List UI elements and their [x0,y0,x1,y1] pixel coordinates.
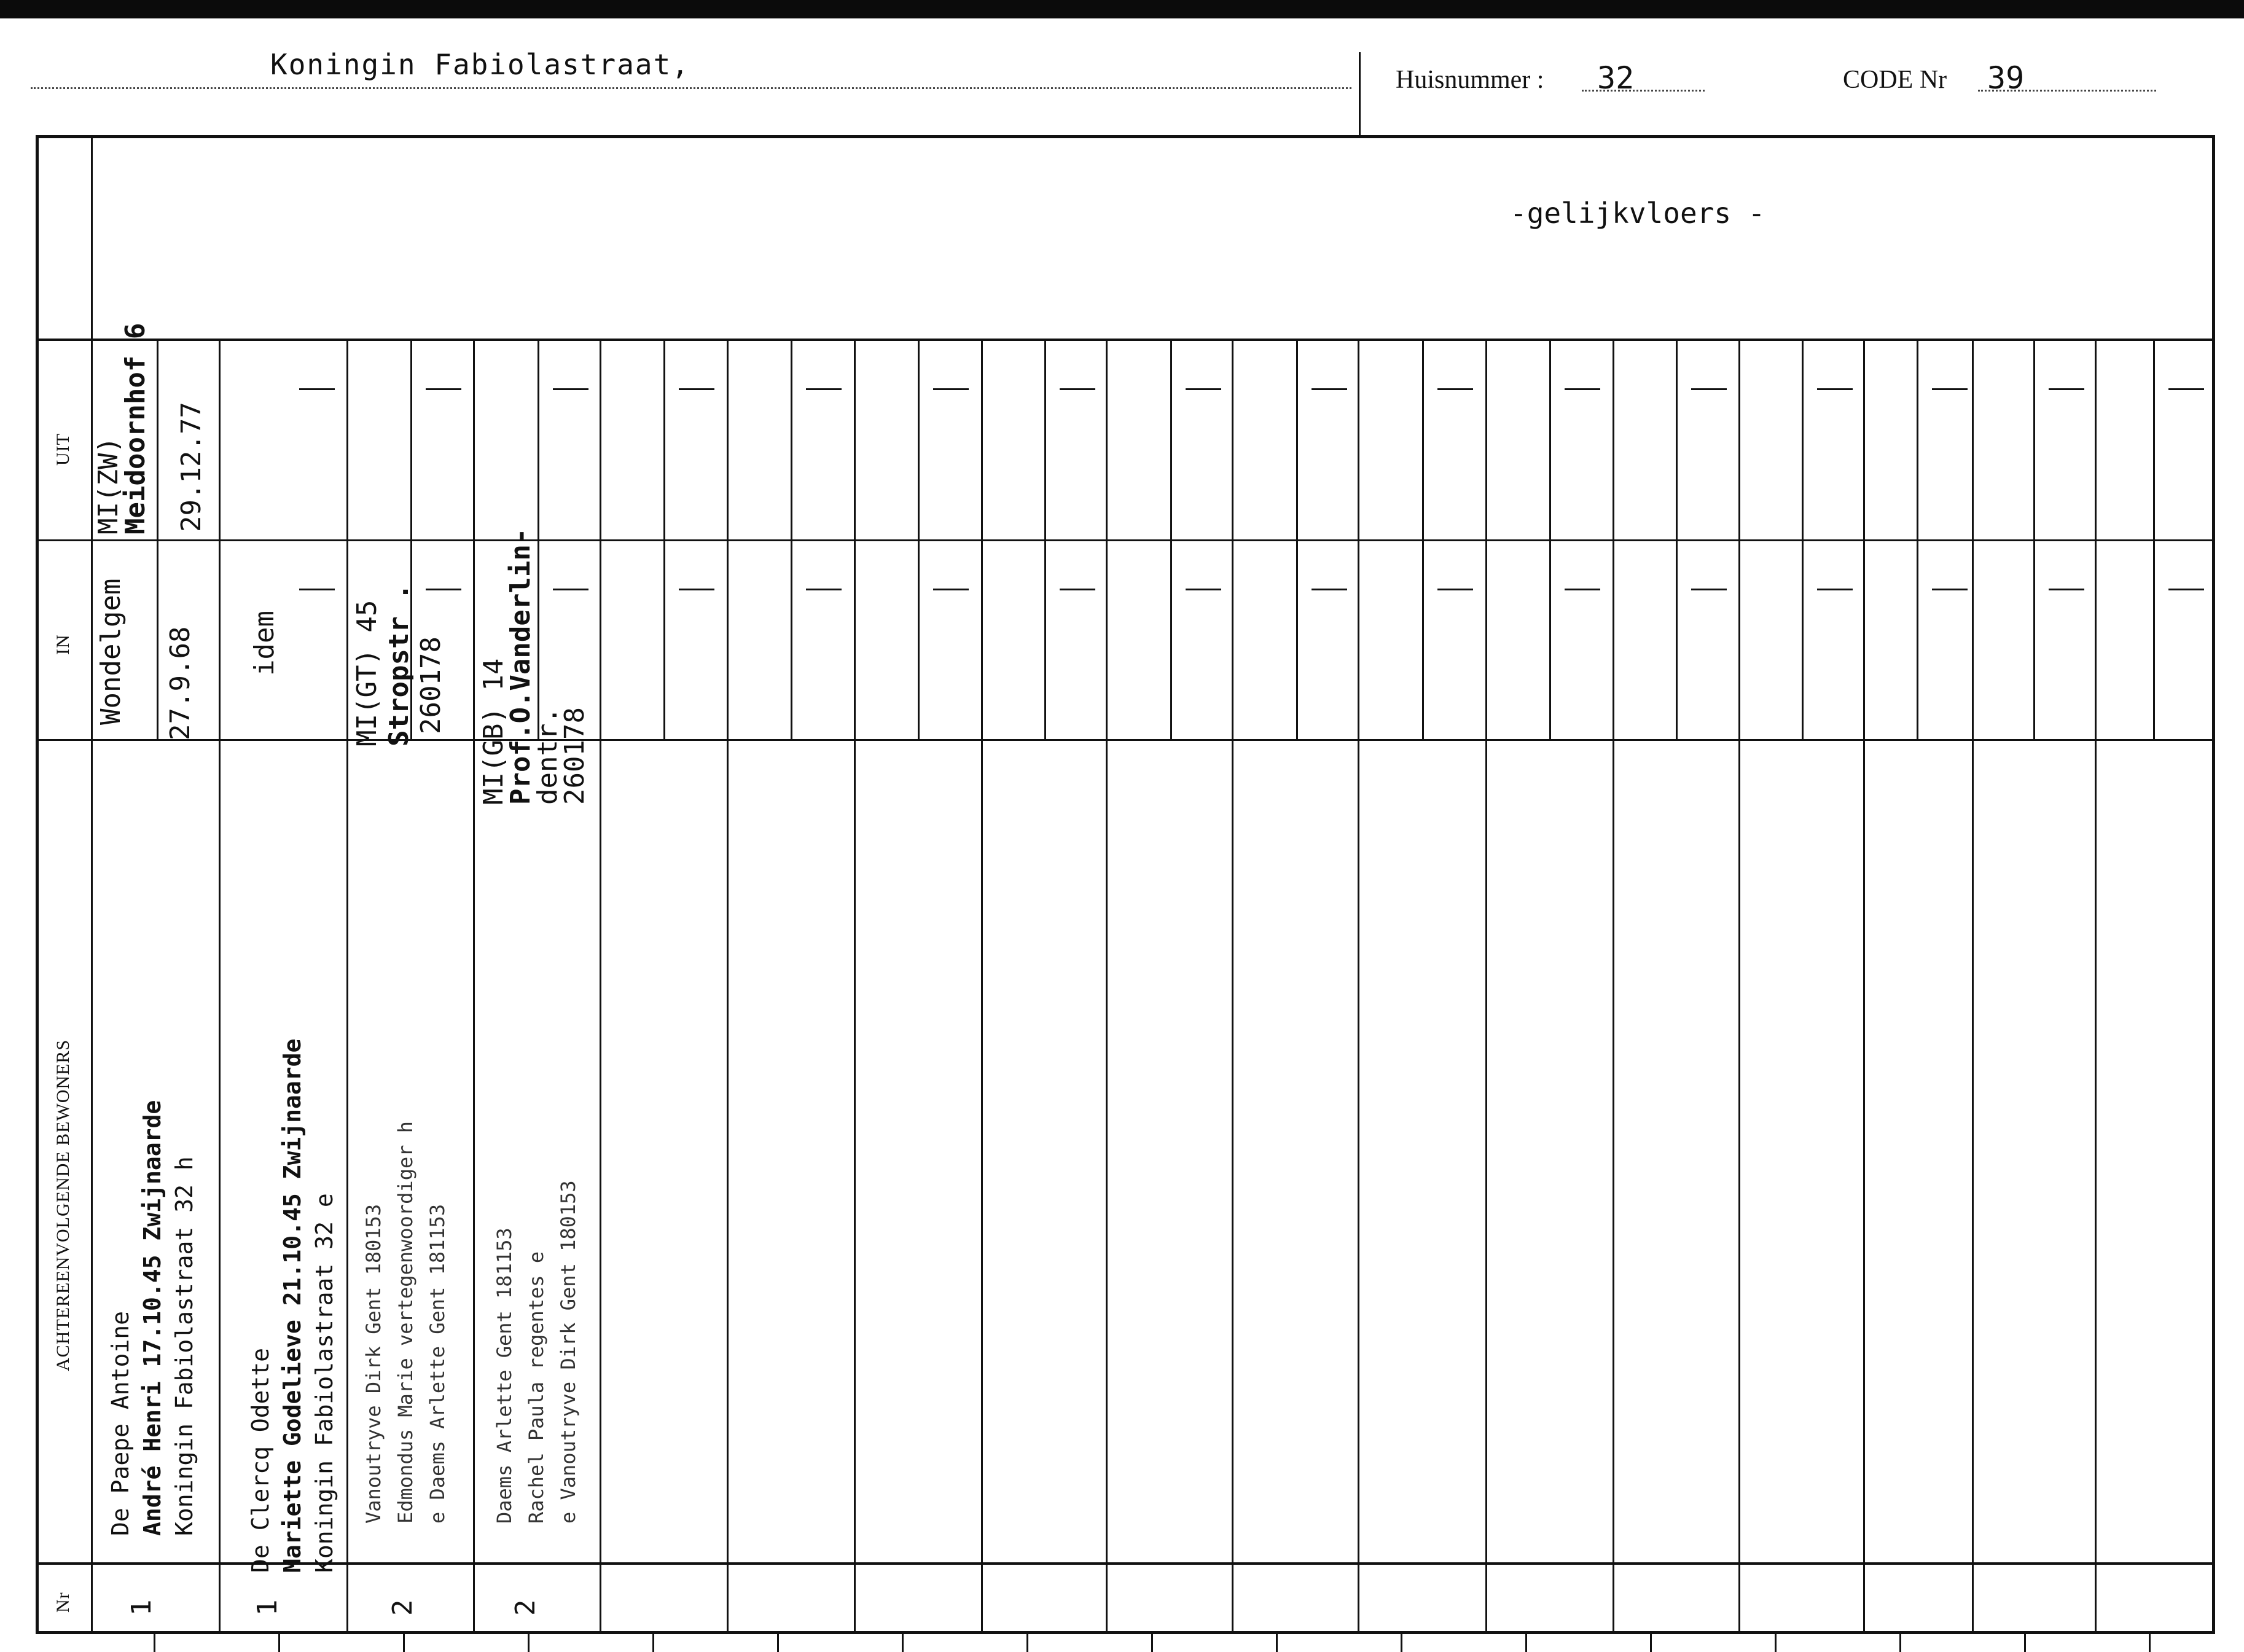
sub-column-line [1296,339,1298,740]
resident-4-line-3: e Vanoutryve Dirk Gent 180153 [557,1180,580,1524]
resident-1-line-2: André Henri 17.10.45 Zwijnaarde [139,1100,166,1536]
resident-1-in-date: 27.9.68 [165,626,196,740]
bottom-tick [902,1634,904,1652]
resident-2-entry [244,1039,340,1573]
empty-dash [1060,388,1095,390]
resident-1-line-3: Koningin Fabiolastraat 32 h [171,1156,198,1536]
sub-column-line [1170,339,1172,740]
house-number-label: Huisnummer : [1396,66,1544,94]
resident-3-line-1: Vanoutryve Dirk Gent 180153 [362,1204,385,1524]
empty-dash [1932,589,1968,590]
resident-3-nr: 2 [387,1599,418,1616]
bottom-tick [278,1634,280,1652]
empty-dash [426,388,461,390]
resident-1-date-divider [157,339,158,740]
empty-dash [299,388,335,390]
resident-4-in-place-2: Prof.O.Vanderlin- [505,528,536,805]
empty-dash [1437,589,1473,590]
empty-dash [1817,589,1853,590]
sub-column-line [791,339,792,740]
column-line [727,339,729,1631]
column-line [1863,339,1865,1631]
column-line [1738,339,1740,1631]
street-name: Koningin Fabiolastraat, [270,48,690,81]
bottom-tick [1276,1634,1278,1652]
column-line [219,339,221,1631]
empty-dash [933,388,969,390]
resident-4-nr: 2 [510,1599,541,1616]
resident-4-in-place-3: dentr. [532,707,563,805]
column-line [1106,339,1108,1631]
resident-3-in-place-2: Stropstr . [383,584,415,746]
resident-1-in-place: Wondelgem [95,578,127,725]
empty-dash [1565,388,1600,390]
empty-dash [679,589,714,590]
resident-2-line-3: Koningin Fabiolastraat 32 e [311,1193,338,1573]
bottom-tick [2024,1634,2026,1652]
resident-2-line-1: De Clercq Odette [247,1347,274,1573]
resident-4-in-place-1: MI(GB) 14 [478,658,509,805]
column-line [346,339,348,1631]
empty-dash [1437,388,1473,390]
sub-column-line [1549,339,1551,740]
bottom-tick [1650,1634,1652,1652]
bottom-tick [652,1634,654,1652]
uit-label: UIT [53,433,73,466]
resident-4-in-place [480,528,588,805]
empty-dash [2049,388,2084,390]
header-divider [1359,52,1361,135]
sub-column-line [1802,339,1804,740]
resident-1-line-1: De Paepe Antoine [107,1310,134,1536]
house-number-dots [1582,90,1705,92]
resident-4-entry [488,1180,584,1524]
empty-dash [806,388,842,390]
resident-1-out-place [95,323,149,534]
in-label: IN [53,634,73,655]
street-dotted-line [31,87,1351,89]
empty-dash [1060,589,1095,590]
column-line [473,339,475,1631]
column-line [600,339,601,1631]
column-line [854,339,856,1631]
resident-3-in-place-3: 260178 [415,636,447,734]
column-line [1485,339,1487,1631]
bottom-tick [1401,1634,1402,1652]
code-label: CODE Nr [1843,66,1947,94]
bottom-tick [1026,1634,1028,1652]
resident-3-line-3: e Daems Arlette Gent 181153 [426,1204,449,1524]
sub-column-line [2033,339,2035,740]
empty-dash [1932,388,1968,390]
bottom-tick [528,1634,530,1652]
scan-edge [0,0,2244,18]
empty-dash [2168,388,2204,390]
empty-dash [933,589,969,590]
resident-2-nr: 1 [252,1599,283,1616]
empty-dash [1691,589,1727,590]
sub-column-line [663,339,665,740]
bottom-tick [154,1634,155,1652]
column-line [1972,339,1974,1631]
house-number-value: 32 [1597,60,1635,96]
resident-2-line-2: Mariette Godelieve 21.10.45 Zwijnaarde [279,1038,306,1573]
sub-column-line [1676,339,1678,740]
empty-dash [299,589,335,590]
empty-dash [679,388,714,390]
resident-3-line-2: Edmondus Marie vertegenwoordiger h [394,1121,417,1524]
empty-dash [1565,589,1600,590]
resident-1-nr: 1 [126,1599,157,1616]
bottom-tick [1151,1634,1153,1652]
empty-dash [1312,589,1347,590]
resident-2-in-note: idem [249,611,280,676]
empty-dash [553,388,588,390]
code-value: 39 [1987,60,2025,96]
sub-column-line [1044,339,1046,740]
empty-dash [2049,589,2084,590]
resident-1-entry [104,1100,200,1536]
column-line [2095,339,2097,1631]
bottom-tick [1775,1634,1777,1652]
column-line [1232,339,1233,1631]
code-dots [1978,90,2156,92]
top-section-line [39,339,2213,341]
sub-column-line [1917,339,1918,740]
column-line [981,339,983,1631]
empty-dash [1817,388,1853,390]
column-line [1358,339,1359,1631]
bottom-tick [1525,1634,1527,1652]
sub-column-line [1422,339,1424,740]
label-column-divider [91,138,93,1631]
bewoners-nr-line [39,1562,2213,1565]
sub-column-line [2153,339,2155,740]
bottom-tick [2149,1634,2151,1652]
empty-dash [1312,388,1347,390]
uit-in-line [39,539,2213,541]
bottom-tick [777,1634,779,1652]
floor-note: -gelijkvloers - [1510,197,1765,230]
empty-dash [1691,388,1727,390]
empty-dash [2168,589,2204,590]
resident-1-out-place-1: MI(ZW) [93,437,124,534]
resident-4-line-2: Rachel Paula regentes e [525,1251,548,1524]
resident-3-entry [358,1121,453,1524]
bottom-tick [1899,1634,1901,1652]
resident-1-out-date: 29.12.77 [176,402,207,532]
resident-1-out-place-2: Meidoornhof 6 [120,323,151,534]
resident-3-in-place-1: MI(GT) 45 [351,600,383,746]
resident-3-in-place [351,584,447,746]
column-line [1613,339,1614,1631]
bottom-tick [403,1634,405,1652]
empty-dash [1186,388,1221,390]
resident-4-line-1: Daems Arlette Gent 181153 [493,1227,516,1524]
resident-4-in-place-4: 260178 [559,707,590,805]
empty-dash [806,589,842,590]
empty-dash [1186,589,1221,590]
nr-label: Nr [53,1592,73,1613]
sub-column-line [918,339,920,740]
bewoners-label: ACHTEREENVOLGENDE BEWONERS [53,1039,73,1371]
